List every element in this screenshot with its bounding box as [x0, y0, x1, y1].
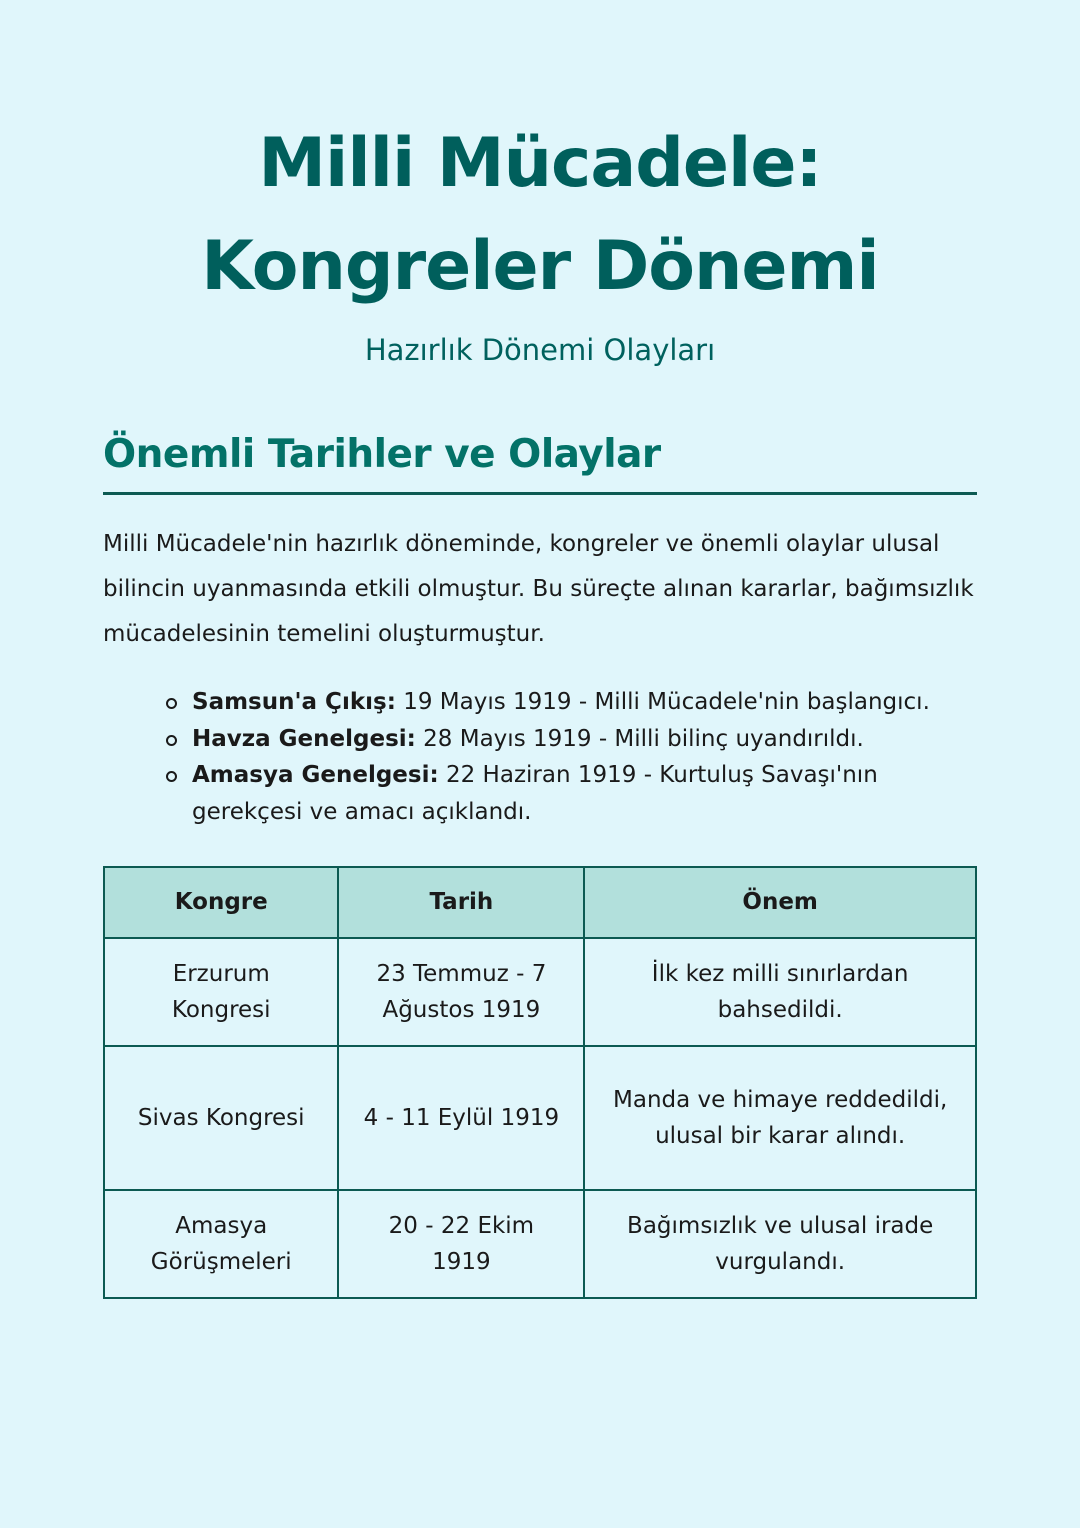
event-name: Havza Genelgesi:	[192, 725, 416, 752]
cell-tarih: 20 - 22 Ekim 1919	[338, 1190, 584, 1298]
table-row	[104, 938, 976, 1046]
table-row	[104, 1190, 976, 1298]
cell-onem: Manda ve himaye reddedildi, ulusal bir karar alındı.	[584, 1046, 976, 1190]
page-title	[103, 112, 977, 318]
header-tarih: Tarih	[338, 867, 584, 938]
title-line-2: Kongreler Dönemi	[201, 227, 879, 306]
list-item	[103, 757, 977, 830]
section-divider	[103, 492, 977, 495]
list-item	[103, 684, 977, 721]
circle-bullet-icon	[166, 698, 177, 709]
cell-kongre: Erzurum Kongresi	[104, 938, 338, 1046]
event-detail: 22 Haziran 1919 - Kurtuluş Savaşı'nın gerekçesi ve amacı açıklandı.	[192, 762, 878, 825]
congress-table	[103, 866, 977, 1299]
event-name: Amasya Genelgesi:	[192, 762, 439, 788]
circle-bullet-icon	[166, 771, 177, 782]
header-kongre: Kongre	[104, 867, 338, 938]
cell-onem: Bağımsızlık ve ulusal irade vurgulandı.	[584, 1190, 976, 1298]
event-detail: 19 Mayıs 1919 - Milli Mücadele'nin başlangıcı.	[395, 689, 930, 715]
cell-kongre: Amasya Görüşmeleri	[104, 1190, 338, 1298]
intro-paragraph: Milli Mücadele'nin hazırlık döneminde, kongreler ve önemli olaylar ulusal bilincin uyanmasında etkili olmuştur. Bu süreçte alınan kararlar, bağımsızlık mücadelesinin temelini oluşturmuştur.	[103, 531, 974, 647]
cell-onem: İlk kez milli sınırlardan bahsedildi.	[584, 938, 976, 1046]
circle-bullet-icon	[166, 735, 177, 746]
event-detail: 28 Mayıs 1919 - Milli bilinç uyandırıldı.	[415, 725, 864, 752]
section-heading: Önemli Tarihler ve Olaylar	[103, 432, 661, 477]
table-row	[104, 1046, 976, 1190]
title-line-1: Milli Mücadele:	[258, 124, 822, 203]
page-subtitle: Hazırlık Dönemi Olayları	[364, 333, 716, 367]
cell-tarih: 4 - 11 Eylül 1919	[338, 1046, 584, 1190]
list-item	[103, 721, 977, 758]
table-header-row	[104, 867, 976, 938]
header-onem: Önem	[584, 867, 976, 938]
cell-kongre: Sivas Kongresi	[104, 1046, 338, 1190]
cell-tarih: 23 Temmuz - 7 Ağustos 1919	[338, 938, 584, 1046]
events-list	[103, 684, 977, 830]
event-name: Samsun'a Çıkış:	[192, 689, 396, 715]
